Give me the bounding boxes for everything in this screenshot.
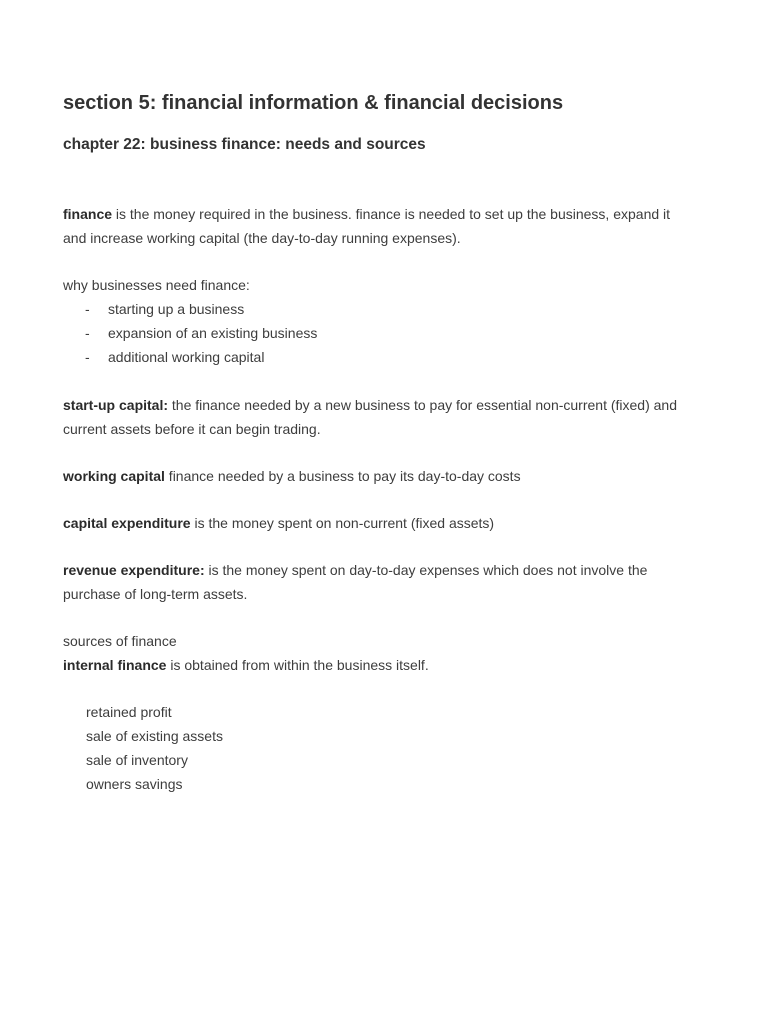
internal-finance-definition: [63, 653, 693, 677]
capex-term: capital expenditure: [63, 515, 191, 531]
list-item-label: starting up a business: [108, 301, 245, 317]
finance-term: finance: [63, 206, 113, 222]
why-heading: why businesses need finance:: [63, 277, 250, 293]
working-text: finance needed by a business to pay its day-to-day costs: [164, 468, 521, 484]
list-item-label: additional working capital: [108, 349, 265, 365]
list-item: retained profit: [86, 704, 172, 720]
capital-expenditure-definition: [63, 511, 693, 535]
internal-sources-list: [86, 700, 223, 796]
sources-heading: sources of finance: [63, 633, 177, 649]
section-title: section 5: financial information & financial decisions: [63, 92, 564, 114]
internal-text: is obtained from within the business itself.: [166, 657, 429, 673]
revenue-expenditure-definition: [63, 558, 693, 606]
internal-term: internal finance: [63, 657, 167, 673]
list-item: [63, 321, 317, 345]
list-item: sale of existing assets: [86, 728, 223, 744]
finance-definition: [63, 202, 693, 250]
working-term: working capital: [63, 468, 165, 484]
startup-term: start-up capital:: [63, 397, 169, 413]
working-capital-definition: [63, 464, 693, 488]
dash-bullet: -: [85, 325, 90, 341]
list-item-label: expansion of an existing business: [108, 325, 318, 341]
revex-text: is the money spent on day-to-day expenses which does not involve the purchase of long-term assets.: [63, 562, 648, 602]
chapter-title: chapter 22: business finance: needs and sources: [63, 136, 426, 153]
list-item: [63, 345, 317, 369]
list-item: sale of inventory: [86, 752, 188, 768]
list-item: [63, 297, 317, 321]
why-list: [63, 297, 317, 369]
startup-capital-definition: [63, 393, 693, 441]
finance-text: is the money required in the business. finance is needed to set up the business, expand it and increase working capital (the day-to-day running expenses).: [63, 206, 671, 246]
startup-text: the finance needed by a new business to pay for essential non-current (fixed) and current assets before it can begin trading.: [63, 397, 677, 437]
dash-bullet: -: [85, 349, 90, 365]
dash-bullet: -: [85, 301, 90, 317]
revex-term: revenue expenditure:: [63, 562, 205, 578]
list-item: owners savings: [86, 776, 183, 792]
capex-text: is the money spent on non-current (fixed assets): [190, 515, 495, 531]
